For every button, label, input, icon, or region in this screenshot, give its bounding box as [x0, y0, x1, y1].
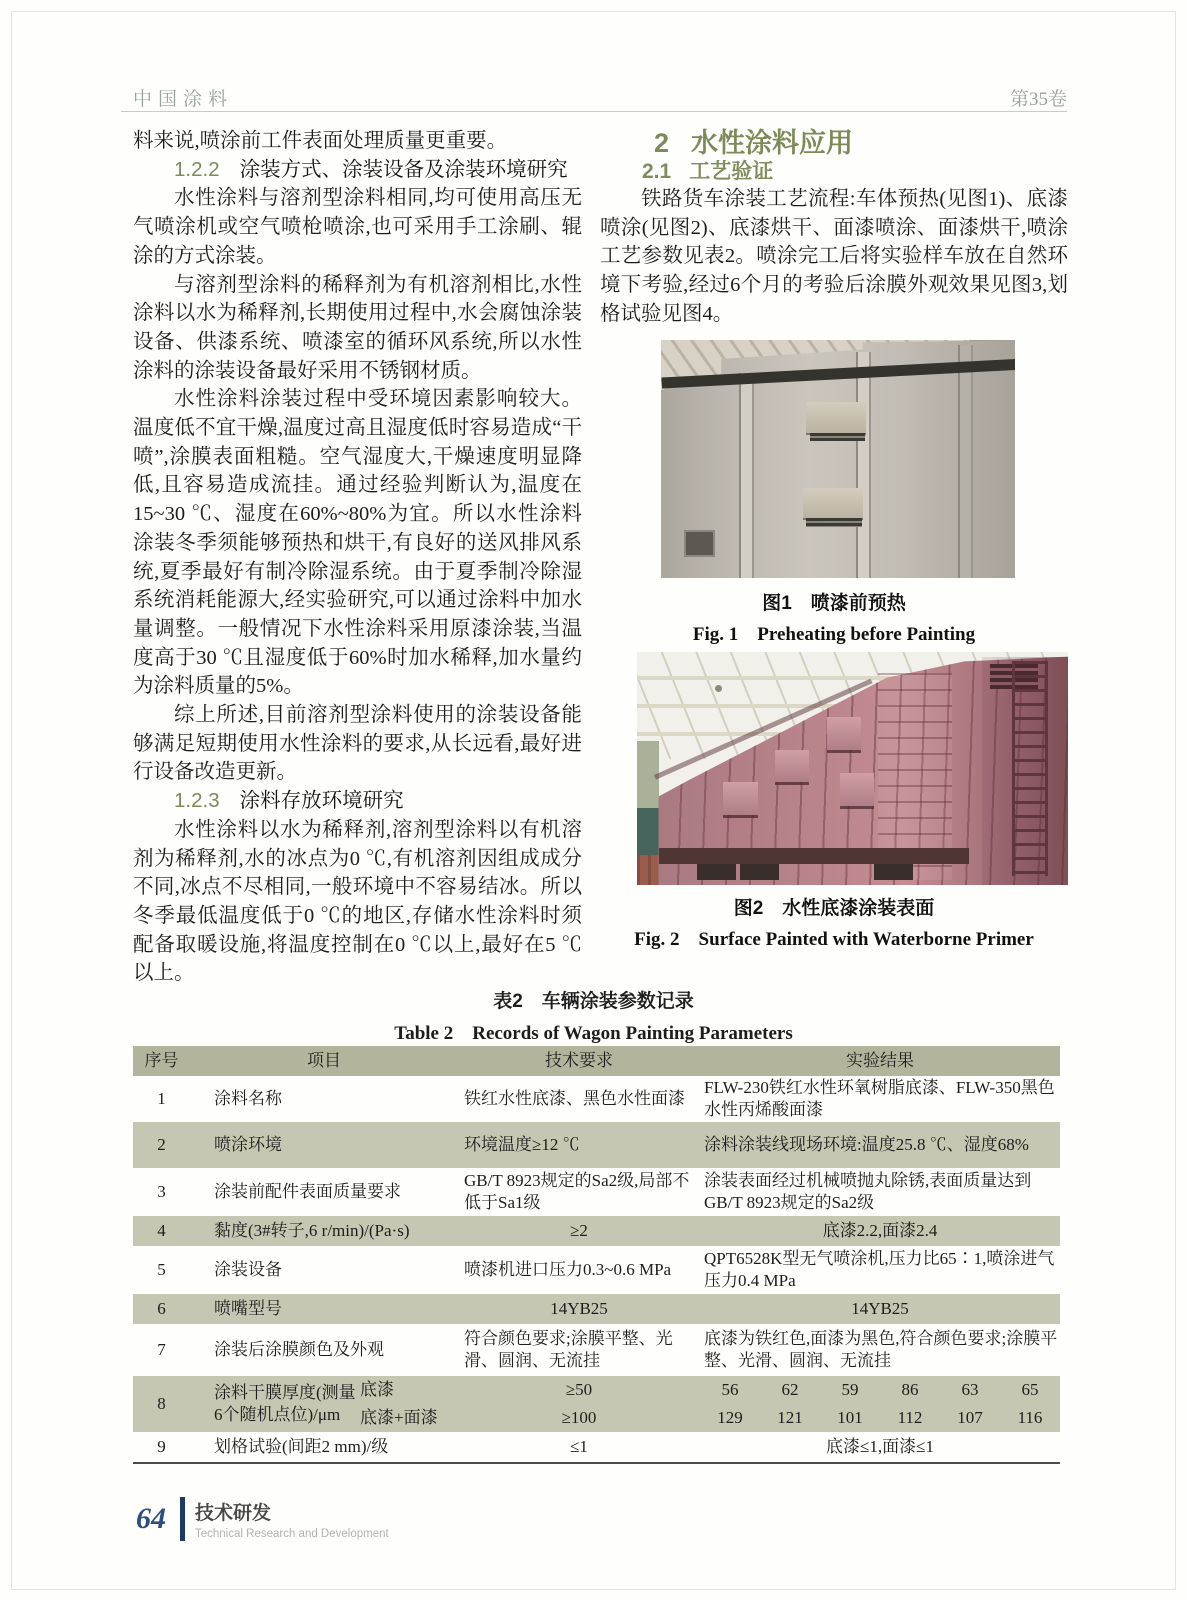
cell-no: 2 — [157, 1135, 166, 1154]
cell-item: 划格试验(间距2 mm)/级 — [214, 1437, 389, 1456]
section-title: 水性涂料应用 — [691, 128, 854, 158]
cell-requirement: 喷漆机进口压力0.3~0.6 MPa — [464, 1260, 672, 1279]
section-heading-2-1 — [600, 159, 1068, 185]
section-heading-1-2-2 — [133, 156, 582, 185]
figure1-caption-en: Fig. 1 Preheating before Painting — [692, 624, 976, 645]
value: 59 — [841, 1380, 859, 1399]
cell-requirement: GB/T 8923规定的Sa2级,局部不低于Sa1级 — [464, 1171, 690, 1212]
cell-result: QPT6528K型无气喷涂机,压力比65∶1,喷涂进气压力0.4 MPa — [704, 1249, 1055, 1290]
cell-no: 7 — [157, 1340, 166, 1359]
paragraph: 铁路货车涂装工艺流程:车体预热(见图1)、底漆喷涂(见图2)、底漆烘干、面漆喷涂、面漆烘干,喷涂工艺参数见表2。喷涂完工后将实验样车放在自然环境下考验,经过6个月的考验后涂膜外观效果见图3,划格试验见图4。 — [600, 188, 1068, 325]
cell-item: 涂料干膜厚度(测量6个随机点位)/μm — [214, 1383, 356, 1424]
column-header: 技术要求 — [545, 1051, 613, 1070]
section-heading-1-2-3 — [133, 787, 582, 816]
figure1-photo — [661, 340, 1015, 578]
vent-hood — [806, 402, 866, 433]
vent-hood — [840, 773, 874, 806]
paragraph: 与溶剂型涂料的稀释剂为有机溶剂相比,水性涂料以水为稀释剂,长期使用过程中,水会腐蚀涂装设备、供漆系统、喷漆室的循环风系统,所以水性涂料的涂装设备最好采用不锈钢材质。 — [133, 273, 582, 382]
measurement-values — [700, 1407, 1060, 1429]
wagon-latch — [684, 530, 715, 557]
cell-item: 黏度(3#转子,6 r/min)/(Pa·s) — [214, 1221, 410, 1240]
section-title: 工艺验证 — [689, 160, 774, 183]
cell-no: 1 — [157, 1089, 166, 1108]
figure2-caption-zh: 图2 水性底漆涂装表面 — [733, 898, 935, 919]
value: 62 — [781, 1380, 799, 1399]
measurement-values — [700, 1379, 1060, 1401]
table-title-zh: 表2 车辆涂装参数记录 — [493, 991, 694, 1012]
table-title — [0, 986, 1187, 1045]
wheel — [740, 864, 779, 880]
cell-requirement: ≥100 — [561, 1408, 597, 1427]
panel-seam — [958, 345, 973, 578]
table-row — [133, 1216, 1060, 1246]
table-row-film-thickness — [133, 1376, 1060, 1432]
panel-seam — [739, 373, 754, 578]
cell-item: 涂装设备 — [214, 1260, 282, 1279]
panel-seam — [856, 352, 871, 578]
cell-requirement: 环境温度≥12 ℃ — [464, 1135, 580, 1154]
table-row — [133, 1168, 1060, 1216]
section-number: 2.1 — [642, 160, 672, 183]
figure1-caption-zh: 图1 喷漆前预热 — [762, 593, 906, 614]
paragraph: 水性涂料与溶剂型涂料相同,均可使用高压无气喷涂机或空气喷枪喷涂,也可采用手工涂刷、辊涂的方式涂装。 — [133, 187, 582, 267]
paragraph: 水性涂料涂装过程中受环境因素影响较大。温度低不宜干燥,温度过高且湿度低时容易造成“干喷”,涂膜表面粗糙。空气湿度大,干燥速度明显降低,且容易造成流挂。通过经验判断认为,温度在15~30 ℃、湿度在60%~80%为宜。所以水性涂料涂装冬季须能够预热和烘干,有良好的送风排风系统,夏季最好有制冷除湿系统。由于夏季制冷除湿系统消耗能源大,经实验研究,可以通过涂料中加水量调整。一般情况下水性涂料采用原漆涂装,当温度高于30 ℃且湿度低于60%时加水稀释,加水量约为涂料质量的5%。 — [133, 388, 582, 698]
cell-requirement: 14YB25 — [550, 1299, 608, 1318]
footer-section-en: Technical Research and Development — [195, 1528, 389, 1540]
value: 116 — [1017, 1408, 1043, 1427]
table-row — [133, 1324, 1060, 1376]
paragraph: 综上所述,目前溶剂型涂料使用的涂装设备能够满足短期使用水性涂料的要求,从长远看,最好进行设备改造更新。 — [133, 704, 582, 784]
cell-result: 涂装表面经过机械喷抛丸除锈,表面质量达到GB/T 8923规定的Sa2级 — [704, 1171, 1032, 1212]
table-subrow — [360, 1376, 1060, 1404]
cell-no: 9 — [157, 1437, 166, 1456]
journal-name: 中国涂料 — [133, 89, 234, 110]
cell-item: 涂装前配件表面质量要求 — [214, 1182, 401, 1201]
cell-requirement: ≤1 — [570, 1437, 588, 1456]
table-row — [133, 1122, 1060, 1168]
right-column — [600, 127, 1068, 329]
cell-no: 6 — [157, 1299, 166, 1318]
section-number: 2 — [654, 128, 670, 158]
section-number: 1.2.3 — [174, 789, 220, 813]
figure2-caption — [570, 893, 1098, 951]
cell-item: 喷嘴型号 — [214, 1299, 282, 1318]
table-header-row — [133, 1046, 1060, 1076]
section-heading-2 — [600, 127, 1068, 159]
wheel — [874, 864, 913, 880]
left-column — [133, 127, 582, 988]
cell-result: 涂料涂装线现场环境:温度25.8 ℃、湿度68% — [704, 1135, 1029, 1154]
cell-result: 底漆为铁红色,面漆为黑色,符合颜色要求;涂膜平整、光滑、圆润、无流挂 — [704, 1329, 1058, 1370]
value: 56 — [721, 1380, 739, 1399]
cell-result: FLW-230铁红水性环氧树脂底漆、FLW-350黑色水性丙烯酸面漆 — [704, 1078, 1055, 1119]
wagon-ladder — [1012, 661, 1048, 875]
vent-hood — [803, 488, 863, 519]
ceiling-lamp — [715, 685, 722, 692]
column-header: 实验结果 — [846, 1051, 914, 1070]
cell-no: 3 — [157, 1182, 166, 1201]
subrow-label: 底漆+面漆 — [360, 1408, 438, 1427]
value: 86 — [901, 1380, 919, 1399]
parameters-table — [133, 1046, 1060, 1464]
footer-section — [195, 1498, 389, 1540]
value: 121 — [777, 1408, 803, 1427]
figure2-caption-en: Fig. 2 Surface Painted with Waterborne Primer — [634, 929, 1034, 950]
table-title-en: Table 2 Records of Wagon Painting Parameters — [394, 1023, 793, 1044]
table-subrow — [360, 1404, 1060, 1432]
cell-item: 涂装后涂膜颜色及外观 — [214, 1340, 384, 1359]
value: 65 — [1021, 1380, 1039, 1399]
section-title: 涂装方式、涂装设备及涂装环境研究 — [239, 158, 568, 181]
undercarriage-shadow — [659, 848, 969, 864]
subrow-label: 底漆 — [360, 1380, 394, 1399]
header-rule — [121, 111, 1067, 112]
vent-hood — [827, 717, 861, 750]
paragraph: 水性涂料以水为稀释剂,溶剂型涂料以有机溶剂为稀释剂,水的冰点为0 ℃,有机溶剂因组成成分不同,冰点不尽相同,一般环境中不容易结冰。所以冬季最低温度低于0 ℃的地区,存储水性涂料时须配备取暖设施,将温度控制在0 ℃以上,最好在5 ℃以上。 — [133, 818, 582, 985]
figure2-photo — [637, 652, 1068, 885]
table-row — [133, 1432, 1060, 1462]
cell-result: 底漆≤1,面漆≤1 — [826, 1437, 934, 1456]
cell-requirement: 铁红水性底漆、黑色水性面漆 — [464, 1089, 685, 1108]
table-row — [133, 1246, 1060, 1294]
section-title: 涂料存放环境研究 — [239, 790, 404, 813]
cell-item: 涂料名称 — [214, 1089, 282, 1108]
page-footer — [130, 1497, 389, 1541]
cell-item: 喷涂环境 — [214, 1135, 282, 1154]
page-number: 64 — [136, 1502, 166, 1535]
subrows — [360, 1376, 1060, 1432]
cell-no: 5 — [157, 1260, 166, 1279]
value: 101 — [837, 1408, 863, 1427]
cell-requirement: 符合颜色要求;涂膜平整、光滑、圆润、无流挂 — [464, 1329, 673, 1370]
value: 129 — [717, 1408, 743, 1427]
figure1-caption — [600, 588, 1068, 646]
column-header: 序号 — [144, 1051, 179, 1070]
cell-no: 4 — [157, 1221, 166, 1240]
volume-label: 第35卷 — [1009, 89, 1067, 110]
cell-no: 8 — [157, 1394, 166, 1413]
table-row — [133, 1076, 1060, 1122]
footer-accent-bar — [180, 1497, 185, 1541]
running-head — [133, 84, 1067, 111]
footer-section-zh: 技术研发 — [195, 1503, 272, 1524]
vent-hood — [775, 750, 809, 783]
cell-result: 14YB25 — [851, 1299, 909, 1318]
cell-requirement: ≥2 — [570, 1221, 588, 1240]
value: 112 — [897, 1408, 923, 1427]
table-row — [133, 1294, 1060, 1324]
wheel — [697, 864, 736, 880]
cell-result: 底漆2.2,面漆2.4 — [822, 1221, 938, 1240]
vent-hood — [723, 782, 757, 815]
section-number: 1.2.2 — [174, 157, 220, 181]
paragraph: 料来说,喷涂前工件表面处理质量更重要。 — [133, 130, 508, 152]
value: 63 — [961, 1380, 979, 1399]
cell-requirement: ≥50 — [565, 1380, 593, 1399]
column-header: 项目 — [307, 1051, 341, 1070]
value: 107 — [957, 1408, 983, 1427]
